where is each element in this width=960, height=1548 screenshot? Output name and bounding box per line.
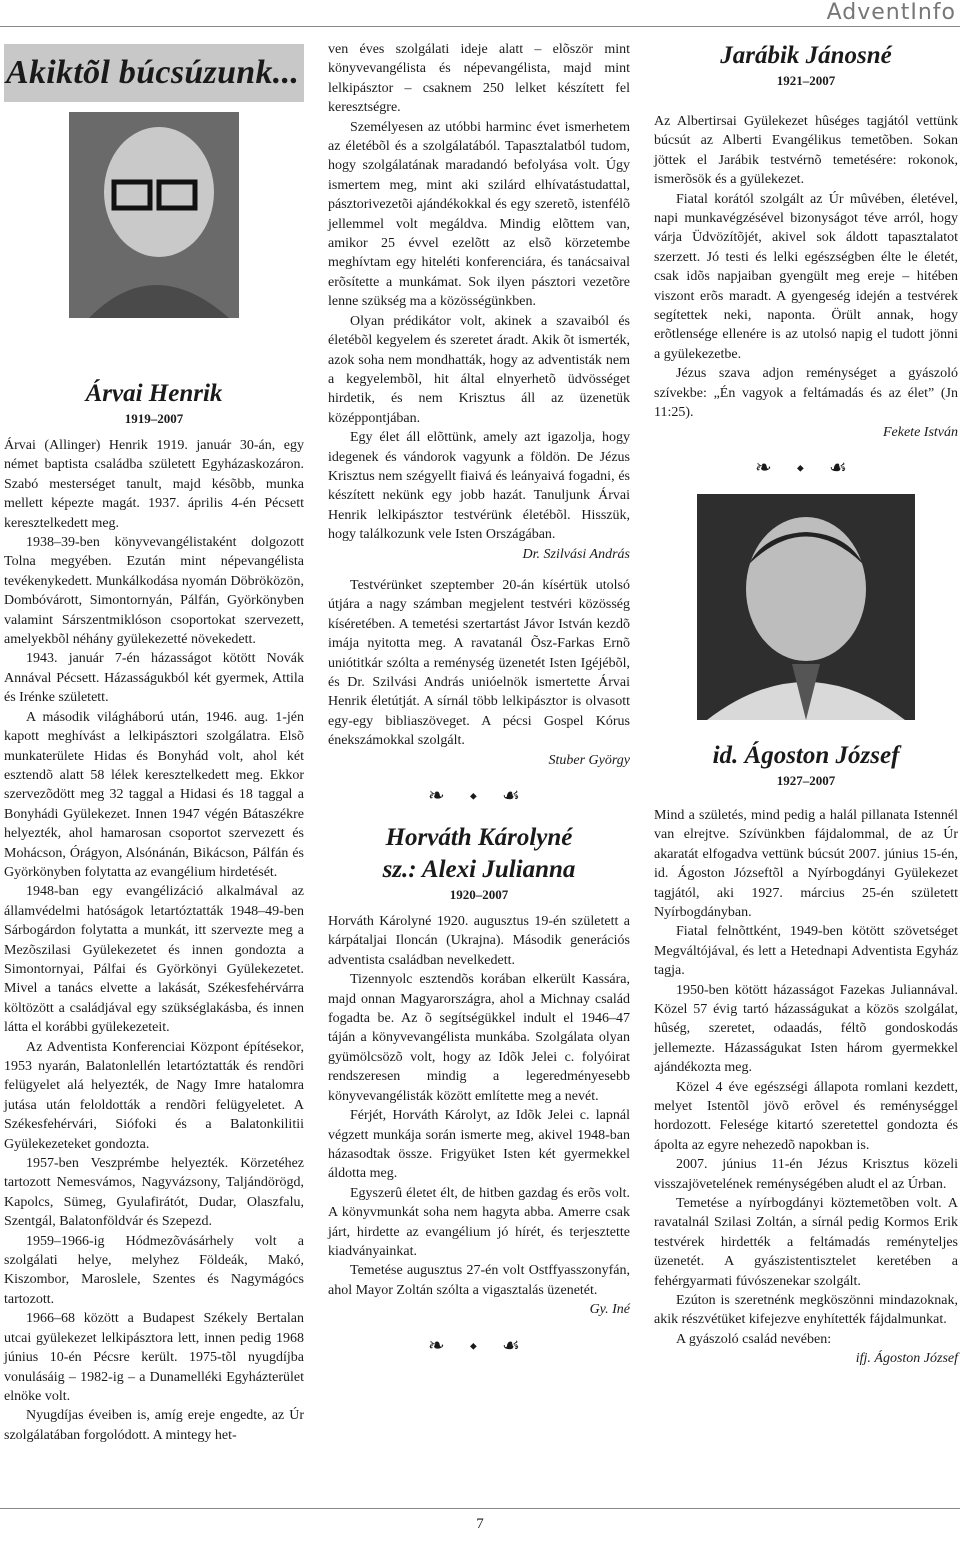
column-right: [654, 40, 958, 1369]
name-agoston: id. Ágoston József: [712, 741, 900, 769]
paragraph: 1948-ban egy evangélizáció alkalmával az államvédelmi hatóságok letartóztatták 1948–49-ben Sárbogárdon folytatta a munkát, itt szervezte meg a Mezõszilasi Gyülekezetet és innen gondozta a Simontornyai, Pálfai és Györkönyi Gyülekezetet. Mivel a tanács elvette a lakását, Székesfehérvárra költözött a családjával egy szükséglakásba, és innen látta el korábbi gyülekezeteit.: [4, 884, 304, 1036]
bottom-rule: [0, 1508, 960, 1509]
paragraph: Temetése a nyírbogdányi köztemetõben volt. A ravatalnál Szilasi Zoltán, a sírnál pedig Kormos Erik testvérek hirdették a feltámadás reményteljes üzenetét. A gyászistentisztelet keretében a fehérgyarmati fúvószenekar szolgált.: [654, 1196, 958, 1289]
paragraph: 1938–39-ben könyvevangélistaként dolgozott Tolna megyében. Ezután mint népevangélista tevékenykedett. Munkálkodása nyomán Döbröközön, Dombóvárott, Simontornyán, Pálfán, Györkönyben valamint Sárszentmiklóson csoportokat szervezett, amelyekbõl néhány gyülekezetté növekedett.: [4, 535, 304, 648]
paragraph: Egy élet áll elõttünk, amely azt igazolja, hogy idegenek és vándorok vagyunk a földön. De Jézus Krisztus nem szégyellt fiaivá és leányaivá fogadni, és készített nekünk egy jobb hazát. Tanuljunk Árvai Henrik lelkipásztor testvérünk életébõl. Hisszük, hogy találkozunk vele Isten Országában.: [328, 430, 630, 543]
paragraph: Horváth Károlyné 1920. augusztus 19-én született a kárpátaljai Iloncán (Ukrajna). Második generációs adventista családban nevelkedett.: [328, 914, 630, 968]
paragraph: 1950-ben kötött házasságot Fazekas Juliannával. Közel 57 évig tartó házasságukat a közös szolgálat, hûség, szeretet, odaadás, féltõ gondoskodás jellemezte. Házasságukat Isten három gyermekkel ajándékozta meg.: [654, 982, 958, 1076]
paragraph: Fiatal korától szolgált az Úr mûvében, életével, napi munkavégzésével bizonyságot téve arról, hogy várja Üdvözítõjét, akivel sok áldott tapasztalatot szerzett. Jó testi és lelki egészségben élte le életét, csak idõs napjaiban gyengült meg ereje – hitében viszont erõs maradt. A gyengeség idején a testvérek segítettek neki, naponta. Örült annak, hogy erõtlensége ellenére is az utolsó napig el tudott jönni a gyülekezetbe.: [654, 191, 958, 362]
paragraph: Ezúton is szeretnénk megköszönni mindazoknak, akik részvétüket kifejezve enyhítették fájdalmunkat.: [654, 1293, 958, 1328]
paragraph: 1959–1966-ig Hódmezõvásárhely volt a szolgálati helye, melyhez Földeák, Makó, Kiszombor, Maroslele, Szentes és Nagymágócs tartozott.: [4, 1233, 304, 1307]
portrait-agoston-svg: [697, 494, 915, 720]
years-arvai-henrik: 1919–2007: [124, 411, 184, 426]
column-left: [4, 40, 304, 1445]
paragraph: Fiatal felnõttként, 1949-ben kötött szövetséget Megváltójával, és lett a Hetednapi Adventista Egyház tagja.: [654, 924, 958, 979]
section-title: Akiktõl búcsúzunk...: [4, 44, 304, 102]
paragraph: ven éves szolgálati ideje alatt – elõször mint könyvevangélista és népevangélista, majd mint lelkipásztor – csaknem 250 lelket készített fel keresztségre.: [328, 42, 630, 116]
paragraph: Mind a születés, mind pedig a halál pillanata Istennél van elrejtve. Szívünkben fájdalommal, de az Úr akaratát elfogadva vettünk búcsút 2007. június 15-én, id. Ágoston Józseftõl a Nyírbogdányi Gyülekezet tagjától, aki 1927. március 25-én született Nyírbogdányban.: [654, 807, 958, 920]
paragraph: A gyászoló család nevében:: [676, 1331, 832, 1347]
paragraph: A második világháború után, 1946. aug. 1-jén kapott meghívást a lelkipásztori szolgálatra. Elsõ munkaterülete Hidas és Bonyhád volt, ahol két esztendõ alatt 58 lélek keresztelkedett meg. Ekkor szervezõdött meg 32 taggal a Hidasi és 18 taggal a Bonyhádi Gyülekezet. Innen 1947 végén Bátaszékre helyezték, ahol hamarosan csoportot szervezett és Mohácson, Órágyon, Alsónánán, Bikácson, Pálfán és Györkönyben folytatta az evangélium hirdetését.: [4, 709, 304, 880]
signature: Dr. Szilvási András: [522, 546, 630, 562]
page-number: 7: [476, 1516, 484, 1532]
paragraph: Jézus szava adjon reménységet a gyászoló szívekbe: „Én vagyok a feltámadás és az élet” (Jn 11:25).: [654, 366, 958, 421]
paragraph: Egyszerû életet élt, de hitben gazdag és erõs volt. A könyvmunkát soha nem hagyta abba. Amerre csak járt, hirdette az evangélium jó hírét, és terjesztette kiadványainkat.: [328, 1185, 630, 1259]
paragraph: 2007. június 11-én Jézus Krisztus közeli visszajövetelének reménységében aludt el az Úrban.: [654, 1157, 958, 1192]
paragraph: Olyan prédikátor volt, akinek a szavaiból és életébõl kegyelem és szeretet áradt. Akik õt ismerték, azok soha nem mondhatták, hogy az adventisták nem a kegyelembõl, hit által elnyerhetõ üdvösséget hirdetik, és nem Krisztus áll az üzenetük középpontjában.: [328, 313, 630, 426]
paragraph: Nyugdíjas éveiben is, amíg ereje engedte, az Úr szolgálatában forgolódott. A mintegy het-: [4, 1408, 304, 1443]
paragraph: Az Albertirsai Gyülekezet hûséges tagjától vettünk búcsút az Alberti Evangélikus temetõben. Sokan jöttek el Jarábik testvérnõ temetésére: rokonok, ismerõsök és a gyülekezet.: [654, 114, 958, 188]
paragraph: 1943. január 7-én házasságot kötött Novák Annával Pécsett. Házasságukból két gyermek, Attila és Irénke született.: [4, 651, 304, 706]
paragraph: Személyesen az utóbbi harminc évet ismerhetem az életébõl és a szolgálatából. Tapasztalatból tudom, hogy szolgálatának maradandó befolyása volt. Úgy ismertem meg, mint aki szilárd elhívatástudattal, pásztorivezetõi ajándékokkal és egy szeretõ, istenfélõ jellemmel volt megáldva. Mindig elõttem van, amikor 25 évvel ezelõtt az elsõ körzetembe meghívtam egy hiteléti konferenciára, és tanácsaival erõsítette a munkámat. Sok ilyen pásztori vezetõre lenne szükség ma a közösségünkben.: [328, 119, 630, 310]
name-horvath-line2: sz.: Alexi Julianna: [382, 856, 576, 884]
paragraph: Testvérünket szeptember 20-án kísértük utolsó útjára a nagy számban megjelent testvéri közösség kíséretében. A temetési szertartást Jávor István kezdõ imája nyitotta meg. A ravatanál Õsz-Farkas Ernõ uniótitkár szólta a reménység üzenetét Isten Igéjébõl, és Dr. Szilvási András unióelnök ismertette Árvai Henrik életútját. A sírnál több lelkipásztor is olvasott egy-egy bibliaszöveget. A pécsi Gospel Kórus énekszámokkal szolgált.: [328, 577, 630, 749]
signature: Gy. Iné: [589, 1302, 630, 1318]
name-jarabik: Jarábik Jánosné: [720, 42, 892, 69]
years-agoston: 1927–2007: [776, 772, 836, 788]
signature: ifj. Ágoston József: [855, 1351, 958, 1367]
paragraph: Férjét, Horváth Károlyt, az Idõk Jelei c. lapnál végzett munkája során ismerte meg, akivel 1948-ban házasodtak össze. Frigyüket Isten két gyermekkel áldotta meg.: [328, 1108, 630, 1182]
ornament-icon: ❧ ⬩ ☙: [755, 456, 857, 479]
ornament-icon: ❧ ⬩ ☙: [428, 785, 530, 808]
years-horvath: 1920–2007: [449, 887, 509, 903]
portrait-agoston-jozsef: [697, 494, 915, 720]
paragraph: Temetése augusztus 27-én volt Ostffyasszonyfán, ahol Mayor Zoltán szólta a vigasztalás üzenetét.: [328, 1263, 630, 1298]
paragraph: 1957-ben Veszprémbe helyezték. Körzetéhez tartozott Nemesvámos, Nagyvázsony, Taljándörögd, Kapolcs, Sümeg, Gyulafirátót, Dudar, Olaszfalu, Szentgál, Balatonföldvár és Szepezd.: [4, 1156, 304, 1230]
paragraph: Tizennyolc esztendõs korában elkerült Kassára, majd onnan Magyarországra, ahol a Michnay család fogadta be. Az õ segítségükkel indult el 1946–47 táján a könyvevangélista munkába. Szolgálata olyan gyümölcsözõ volt, hogy az Idõk Jelei c. folyóirat rendszeresen mindig a legeredményesebb könyvevangélisták között említette meg a nevét.: [328, 972, 630, 1104]
paragraph: 1966–68 között a Budapest Székely Bertalan utcai gyülekezet lelkipásztora lett, innen pedig 1968 június 10-én Pécsre került. 1975-tõl nyugdíjba vonulásáig – 1982-ig – a Dunamelléki Egyházterület elnöke volt.: [4, 1311, 304, 1404]
name-horvath-line1: Horváth Károlyné: [385, 824, 573, 852]
paragraph: Árvai (Allinger) Henrik 1919. január 30-án, egy német baptista családba született Egyházaskozáron. Szabó mesterséget tanult, majd késõbb, munka mellett képezte magát. 1937. április 4-én Pécsett keresztelkedett meg.: [4, 438, 304, 531]
ornament-icon: ❧ ⬩ ☙: [428, 1334, 530, 1357]
signature: Stuber György: [548, 752, 630, 768]
paragraph: Az Adventista Konferenciai Központ építésekor, 1953 nyarán, Balatonlellén letartóztatták és rendõri felügyelet alá helyezték, de Nagy Imre hatalomra jutása után feloldották a rendõri felügyeletet. A Székesfehérvári, Siófoki és a Balatonkilitii Gyülekezeteket gondozta.: [4, 1039, 304, 1152]
top-rule: [0, 26, 960, 27]
column-middle: [328, 40, 630, 1372]
portrait-arvai-henrik: [69, 112, 239, 318]
portrait-arvai-svg: [69, 112, 239, 318]
name-arvai-henrik: Árvai Henrik: [85, 380, 223, 407]
paragraph: Közel 4 éve egészségi állapota romlani kezdett, melyet Istentõl jövõ erõvel és reménységgel hordozott. Felesége kitartó szeretettel gondozta és ápolta az egyre nehezedõ napokban is.: [654, 1079, 958, 1153]
years-jarabik: 1921–2007: [776, 73, 836, 88]
brand-logo: AdventInfo: [826, 0, 956, 25]
signature: Fekete István: [882, 424, 958, 440]
